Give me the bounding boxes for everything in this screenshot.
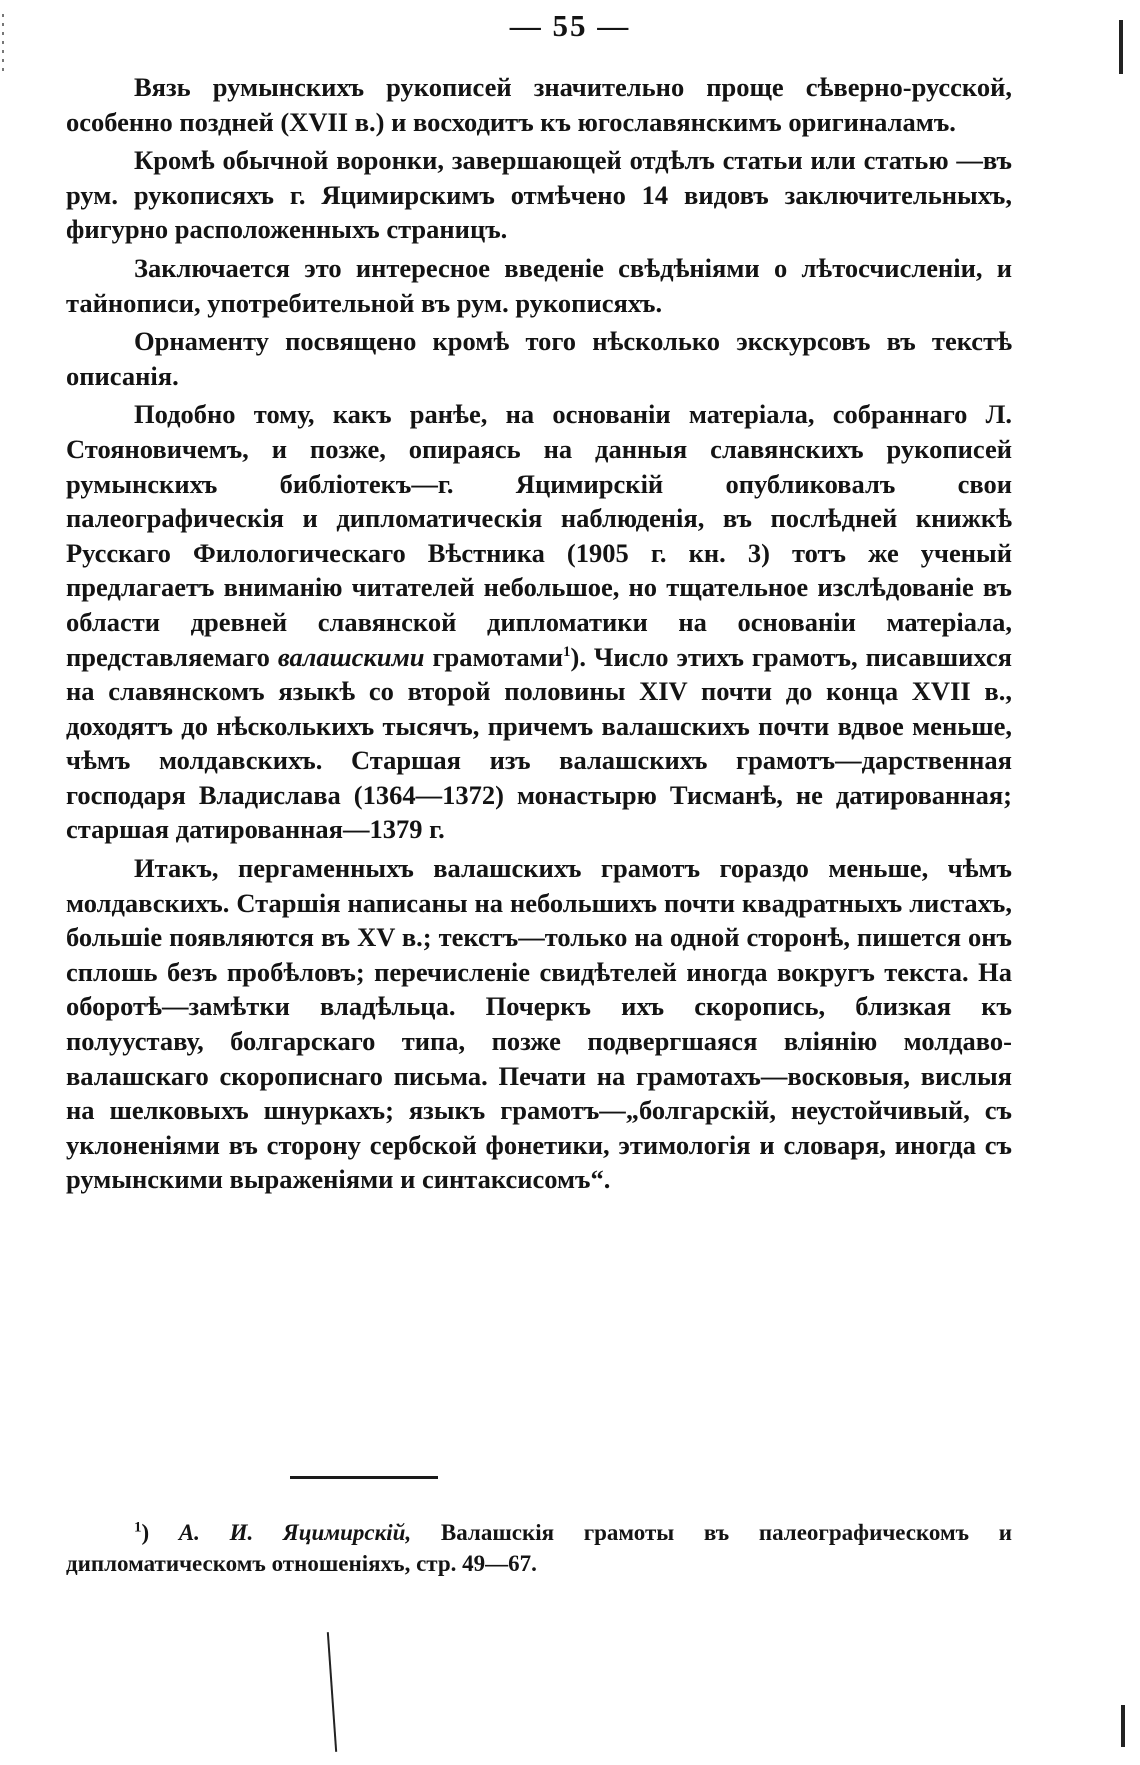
paragraph-5-rest: ). Число этихъ грамотъ, писавшихся на славянскомъ языкѣ со второй половины XIV почти до конца XVII в., доходятъ до нѣсколькихъ тысячъ, причемъ валашскихъ почти вдвое меньше, чѣмъ молдавскихъ. Старшая изъ валашскихъ грамотъ—дарственная господаря Владислава (1364—1372) монастырю Тисманѣ, не датированная; старшая датированная—1379 г. bbox=[66, 641, 1012, 845]
page-number: — 55 — bbox=[509, 8, 631, 43]
paragraph-5-text-cont: грамотами bbox=[424, 641, 563, 672]
footnote-divider bbox=[290, 1476, 438, 1479]
scan-edge-mark bbox=[1121, 1705, 1125, 1747]
paragraph-1: Вязь румынскихъ рукописей значительно проще сѣверно-русской, особенно поздней (XVII в.) и восходитъ къ югославянскимъ оригиналамъ. bbox=[66, 72, 1012, 137]
paragraph-5 bbox=[66, 397, 1012, 847]
paragraph-5-italic: валашскими bbox=[277, 641, 425, 672]
scan-edge-mark bbox=[2, 14, 4, 74]
paragraph-5-text: Подобно тому, какъ ранѣе, на основаніи матеріала, собраннаго Л. Стояновичемъ, и позже, опираясь на данныя славянскихъ рукописей румынскихъ библіотекъ—г. Яцимирскій опубликовалъ свои палеографическія и дипломатическія наблюденія, въ послѣдней книжкѣ Русскаго Филологическаго Вѣстника (1905 г. кн. 3) тотъ же ученый предлагаетъ вниманію читателей небольшое, но тщательное изслѣдованіе въ области древней славянской дипломатики на основаніи матеріала, представляемаго bbox=[66, 399, 1012, 672]
footnote bbox=[66, 1517, 1012, 1579]
paragraph-3: Заключается это интересное введеніе свѣдѣніями о лѣтосчисленіи, и тайнописи, употребительной въ рум. рукописяхъ. bbox=[66, 252, 1012, 318]
footnote-mark: 1 bbox=[134, 1519, 142, 1536]
scan-edge-mark bbox=[1119, 20, 1123, 74]
footnote-paren: ) bbox=[141, 1520, 150, 1545]
footnote-author: А. И. Яцимирскій, bbox=[178, 1520, 412, 1545]
paragraph-2: Кромѣ обычной воронки, завершающей отдѣлъ статьи или статью —въ рум. рукописяхъ г. Яцимирскимъ отмѣчено 14 видовъ заключительныхъ, фигурно расположенныхъ страницъ. bbox=[66, 145, 1012, 245]
footnote-reference[interactable]: 1 bbox=[563, 643, 571, 660]
paragraph-4: Орнаменту посвящено кромѣ того нѣсколько экскурсовъ въ текстѣ описанія. bbox=[66, 326, 1012, 391]
scan-edge-mark bbox=[327, 1632, 337, 1752]
body-text bbox=[66, 70, 1012, 1201]
footnote-text: Валашскія грамоты въ палеографическомъ и дипломатическомъ отношеніяхъ, стр. 49—67. bbox=[66, 1520, 1012, 1576]
paragraph-6: Итакъ, пергаменныхъ валашскихъ грамотъ гораздо меньше, чѣмъ молдавскихъ. Старшія написаны на небольшихъ почти квадратныхъ листахъ, большіе появляются въ XV в.; текстъ—только на одной сторонѣ, пишется онъ сплошь безъ пробѣловъ; перечисленіе свидѣтелей иногда вокругъ текста. На оборотѣ—замѣтки владѣльца. Почеркъ ихъ скоропись, близкая къ полууставу, болгарскаго типа, позже подвергшаяся вліянію молдаво-валашскаго скорописнаго письма. Печати на грамотахъ—восковыя, вислыя на шелковыхъ шнуркахъ; языкъ грамотъ—„болгарскій, неустойчивый, съ уклоненіями въ сторону сербской фонетики, этимологія и словаря, иногда съ румынскими выраженіями и синтаксисомъ“. bbox=[66, 853, 1012, 1195]
